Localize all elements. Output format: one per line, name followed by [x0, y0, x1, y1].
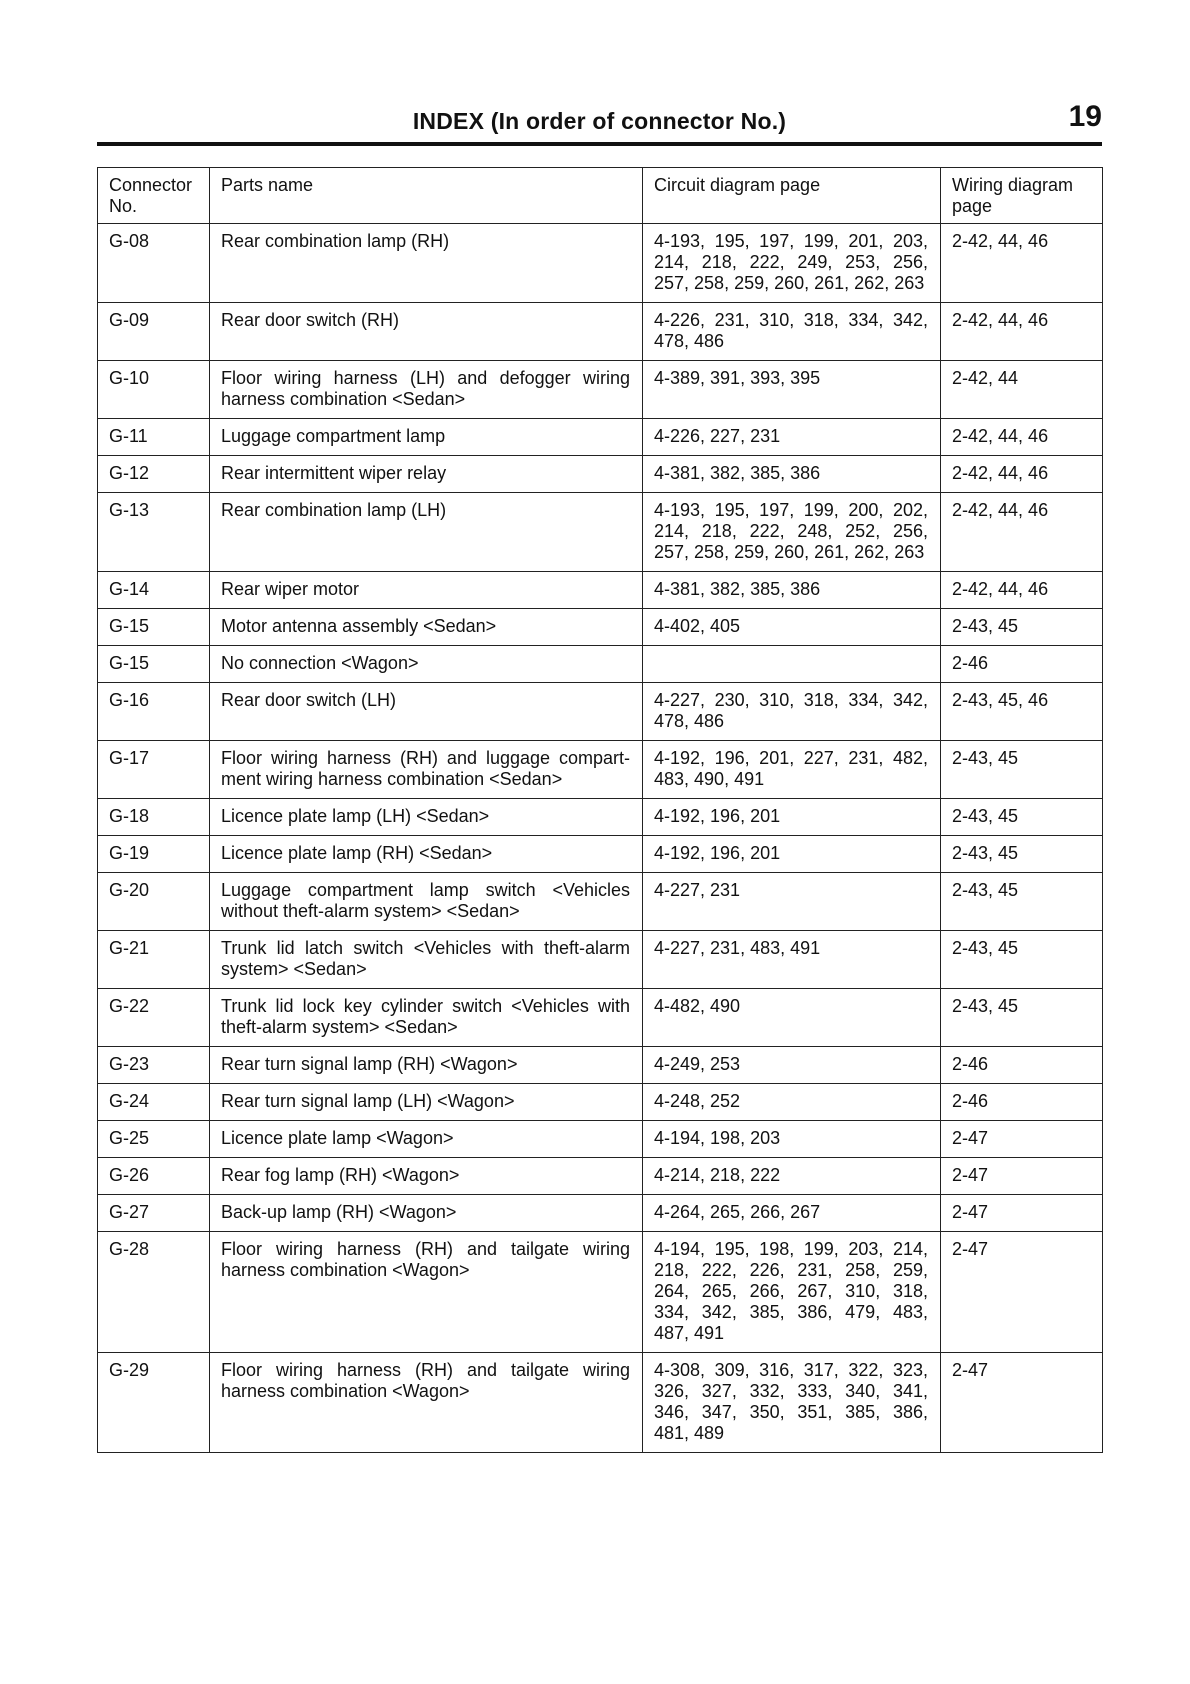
- wiring-diagram-page: 2-47: [941, 1121, 1103, 1158]
- table-row: [98, 931, 1103, 989]
- table-row: [98, 836, 1103, 873]
- parts-name: Trunk lid lock key cylinder switch <Vehicles with theft-alarm system> <Sedan>: [210, 989, 643, 1047]
- circuit-diagram-page: 4-193, 195, 197, 199, 201, 203, 214, 218, 222, 249, 253, 256, 257, 258, 259, 260, 261, 262, 263: [643, 224, 941, 303]
- connector-no: G-15: [98, 609, 210, 646]
- circuit-diagram-page: 4-193, 195, 197, 199, 200, 202, 214, 218, 222, 248, 252, 256, 257, 258, 259, 260, 261, 262, 263: [643, 493, 941, 572]
- wiring-diagram-page: 2-43, 45, 46: [941, 683, 1103, 741]
- parts-name: Floor wiring harness (LH) and defogger wiring harness combination <Sedan>: [210, 361, 643, 419]
- wiring-diagram-page: 2-42, 44, 46: [941, 572, 1103, 609]
- table-row: [98, 1232, 1103, 1353]
- parts-name: Back-up lamp (RH) <Wagon>: [210, 1195, 643, 1232]
- wiring-diagram-page: 2-43, 45: [941, 799, 1103, 836]
- table-body: [98, 224, 1103, 1453]
- parts-name: Trunk lid latch switch <Vehicles with theft-alarm system> <Sedan>: [210, 931, 643, 989]
- circuit-diagram-page: 4-194, 198, 203: [643, 1121, 941, 1158]
- circuit-diagram-page: 4-264, 265, 266, 267: [643, 1195, 941, 1232]
- page-number: 19: [1068, 100, 1102, 133]
- connector-no: G-21: [98, 931, 210, 989]
- header-row: [98, 168, 1103, 224]
- page-title: INDEX (In order of connector No.): [412, 108, 787, 134]
- connector-no: G-26: [98, 1158, 210, 1195]
- connector-index-table: [97, 167, 1103, 1453]
- wiring-diagram-page: 2-47: [941, 1195, 1103, 1232]
- wiring-diagram-page: 2-42, 44, 46: [941, 224, 1103, 303]
- connector-no: G-25: [98, 1121, 210, 1158]
- table-row: [98, 456, 1103, 493]
- circuit-diagram-page: 4-192, 196, 201: [643, 836, 941, 873]
- parts-name: Luggage compartment lamp: [210, 419, 643, 456]
- parts-name: Rear door switch (LH): [210, 683, 643, 741]
- circuit-diagram-page: [643, 646, 941, 683]
- table-row: [98, 609, 1103, 646]
- circuit-diagram-page: 4-308, 309, 316, 317, 322, 323, 326, 327, 332, 333, 340, 341, 346, 347, 350, 351, 385, 386, 481, 489: [643, 1353, 941, 1453]
- connector-no: G-19: [98, 836, 210, 873]
- circuit-diagram-page: 4-194, 195, 198, 199, 203, 214, 218, 222, 226, 231, 258, 259, 264, 265, 266, 267, 310, 318, 334, 342, 385, 386, 479, 483, 487, 491: [643, 1232, 941, 1353]
- parts-name: Licence plate lamp (RH) <Sedan>: [210, 836, 643, 873]
- column-header-wiring-page: Wiring diagram page: [941, 168, 1103, 224]
- connector-no: G-22: [98, 989, 210, 1047]
- table-row: [98, 1195, 1103, 1232]
- connector-no: G-16: [98, 683, 210, 741]
- table-row: [98, 1158, 1103, 1195]
- circuit-diagram-page: 4-227, 231: [643, 873, 941, 931]
- table-row: [98, 224, 1103, 303]
- table-header: [98, 168, 1103, 224]
- connector-no: G-11: [98, 419, 210, 456]
- parts-name: Floor wiring harness (RH) and tailgate wiring harness combination <Wagon>: [210, 1232, 643, 1353]
- wiring-diagram-page: 2-43, 45: [941, 931, 1103, 989]
- table-row: [98, 1121, 1103, 1158]
- table-row: [98, 873, 1103, 931]
- table-row: [98, 303, 1103, 361]
- connector-no: G-27: [98, 1195, 210, 1232]
- table-row: [98, 493, 1103, 572]
- wiring-diagram-page: 2-43, 45: [941, 873, 1103, 931]
- wiring-diagram-page: 2-47: [941, 1353, 1103, 1453]
- parts-name: Rear door switch (RH): [210, 303, 643, 361]
- circuit-diagram-page: 4-192, 196, 201, 227, 231, 482, 483, 490, 491: [643, 741, 941, 799]
- wiring-diagram-page: 2-46: [941, 646, 1103, 683]
- wiring-diagram-page: 2-47: [941, 1158, 1103, 1195]
- parts-name: Floor wiring harness (RH) and tailgate wiring harness combination <Wagon>: [210, 1353, 643, 1453]
- wiring-diagram-page: 2-42, 44, 46: [941, 303, 1103, 361]
- table-row: [98, 1353, 1103, 1453]
- circuit-diagram-page: 4-381, 382, 385, 386: [643, 456, 941, 493]
- parts-name: Rear turn signal lamp (RH) <Wagon>: [210, 1047, 643, 1084]
- wiring-diagram-page: 2-43, 45: [941, 609, 1103, 646]
- table-row: [98, 361, 1103, 419]
- column-header-parts-name: Parts name: [210, 168, 643, 224]
- table-row: [98, 572, 1103, 609]
- parts-name: Rear fog lamp (RH) <Wagon>: [210, 1158, 643, 1195]
- parts-name: Rear intermittent wiper relay: [210, 456, 643, 493]
- parts-name: Rear combination lamp (RH): [210, 224, 643, 303]
- circuit-diagram-page: 4-226, 231, 310, 318, 334, 342, 478, 486: [643, 303, 941, 361]
- parts-name: Licence plate lamp (LH) <Sedan>: [210, 799, 643, 836]
- circuit-diagram-page: 4-227, 230, 310, 318, 334, 342, 478, 486: [643, 683, 941, 741]
- wiring-diagram-page: 2-42, 44, 46: [941, 419, 1103, 456]
- connector-no: G-23: [98, 1047, 210, 1084]
- circuit-diagram-page: 4-249, 253: [643, 1047, 941, 1084]
- wiring-diagram-page: 2-43, 45: [941, 989, 1103, 1047]
- circuit-diagram-page: 4-381, 382, 385, 386: [643, 572, 941, 609]
- connector-no: G-14: [98, 572, 210, 609]
- parts-name: Motor antenna assembly <Sedan>: [210, 609, 643, 646]
- table-row: [98, 419, 1103, 456]
- parts-name: Licence plate lamp <Wagon>: [210, 1121, 643, 1158]
- table-row: [98, 1047, 1103, 1084]
- parts-name: Rear wiper motor: [210, 572, 643, 609]
- parts-name: Rear turn signal lamp (LH) <Wagon>: [210, 1084, 643, 1121]
- table-row: [98, 646, 1103, 683]
- connector-no: G-20: [98, 873, 210, 931]
- connector-no: G-09: [98, 303, 210, 361]
- circuit-diagram-page: 4-227, 231, 483, 491: [643, 931, 941, 989]
- connector-no: G-12: [98, 456, 210, 493]
- connector-no: G-10: [98, 361, 210, 419]
- wiring-diagram-page: 2-46: [941, 1047, 1103, 1084]
- connector-no: G-08: [98, 224, 210, 303]
- table-row: [98, 683, 1103, 741]
- parts-name: No connection <Wagon>: [210, 646, 643, 683]
- parts-name: Floor wiring harness (RH) and luggage compart-ment wiring harness combination <Sedan>: [210, 741, 643, 799]
- connector-no: G-15: [98, 646, 210, 683]
- circuit-diagram-page: 4-248, 252: [643, 1084, 941, 1121]
- wiring-diagram-page: 2-46: [941, 1084, 1103, 1121]
- connector-no: G-18: [98, 799, 210, 836]
- circuit-diagram-page: 4-389, 391, 393, 395: [643, 361, 941, 419]
- circuit-diagram-page: 4-214, 218, 222: [643, 1158, 941, 1195]
- circuit-diagram-page: 4-482, 490: [643, 989, 941, 1047]
- connector-no: G-24: [98, 1084, 210, 1121]
- wiring-diagram-page: 2-42, 44, 46: [941, 493, 1103, 572]
- parts-name: Luggage compartment lamp switch <Vehicles without theft-alarm system> <Sedan>: [210, 873, 643, 931]
- table-row: [98, 799, 1103, 836]
- wiring-diagram-page: 2-43, 45: [941, 836, 1103, 873]
- circuit-diagram-page: 4-402, 405: [643, 609, 941, 646]
- column-header-connector-no: Connector No.: [98, 168, 210, 224]
- connector-no: G-17: [98, 741, 210, 799]
- page-header: [97, 100, 1102, 146]
- table-row: [98, 1084, 1103, 1121]
- wiring-diagram-page: 2-42, 44, 46: [941, 456, 1103, 493]
- circuit-diagram-page: 4-192, 196, 201: [643, 799, 941, 836]
- connector-no: G-28: [98, 1232, 210, 1353]
- column-header-circuit-page: Circuit diagram page: [643, 168, 941, 224]
- wiring-diagram-page: 2-47: [941, 1232, 1103, 1353]
- connector-no: G-29: [98, 1353, 210, 1453]
- table-row: [98, 989, 1103, 1047]
- table-row: [98, 741, 1103, 799]
- parts-name: Rear combination lamp (LH): [210, 493, 643, 572]
- wiring-diagram-page: 2-43, 45: [941, 741, 1103, 799]
- circuit-diagram-page: 4-226, 227, 231: [643, 419, 941, 456]
- wiring-diagram-page: 2-42, 44: [941, 361, 1103, 419]
- connector-no: G-13: [98, 493, 210, 572]
